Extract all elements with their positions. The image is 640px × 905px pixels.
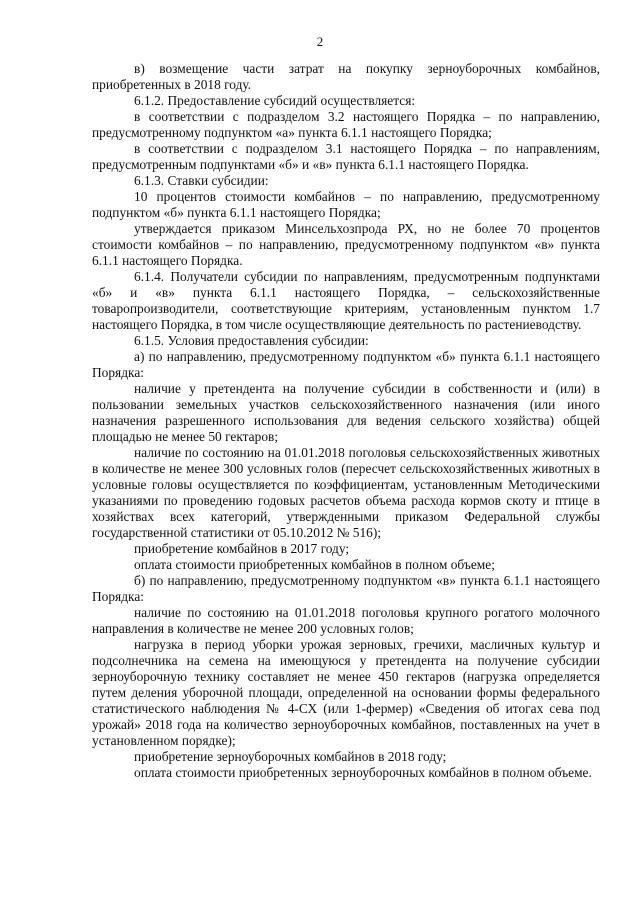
- paragraph-rate-10-percent: 10 процентов стоимости комбайнов – по направлению, предусмотренному подпунктом «б» пункта 6.1.1 настоящего Порядка;: [92, 189, 600, 220]
- paragraph-full-payment-a: оплата стоимости приобретенных комбайнов в полном объеме;: [134, 557, 495, 572]
- paragraph-purchase-2017: приобретение комбайнов в 2017 году;: [134, 541, 350, 556]
- paragraph-subsection-3-1: в соответствии с подразделом 3.1 настоящего Порядка – по направлениям, предусмотренным подпунктами «б» и «в» пункта 6.1.1 настоящего Порядка.: [92, 141, 600, 172]
- paragraph-6-1-4: 6.1.4. Получатели субсидии по направлениям, предусмотренным подпунктами «б» и «в» пункта 6.1.1 настоящего Порядка, – сельскохозяйственные товаропроизводители, соответствующие критериям, установленным пунктом 1.7 настоящего Порядка, в том числе осуществляющие деятельность по растениеводству.: [92, 269, 600, 332]
- paragraph-condition-b: б) по направлению, предусмотренному подпунктом «в» пункта 6.1.1 настоящего Порядка:: [92, 573, 600, 604]
- paragraph-land-area: наличие у претендента на получение субсидии в собственности и (или) в пользовании земельных участков сельскохозяйственного назначения (или иного назначения разрешенного использования для ведения сельского хозяйства) общей площадью не менее 50 гектаров;: [92, 381, 600, 444]
- paragraph-6-1-2: 6.1.2. Предоставление субсидий осуществляется:: [134, 93, 416, 108]
- paragraph-rate-70-percent: утверждается приказом Минсельхозпрода РХ, но не более 70 процентов стоимости комбайнов – по направлению, предусмотренному подпунктом «в» пункта 6.1.1 настоящего Порядка.: [92, 221, 600, 268]
- paragraph-purchase-2018: приобретение зерноуборочных комбайнов в 2018 году;: [134, 749, 447, 764]
- paragraph-harvest-load: нагрузка в период уборки урожая зерновых, гречихи, масличных культур и подсолнечника на семена на имеющуюся у претендента на получение субсидии зерноуборочную технику составляет не менее 450 гектаров (нагрузка определяется путем деления уборочной площади, определенной на основании формы федерального статистического наблюдения № 4-СХ (или 1-фермер) «Сведения об итогах сева под урожай» 2018 года на количество зерноуборочных комбайнов, поставленных на учет в установленном порядке);: [92, 637, 600, 748]
- paragraph-subsection-3-2: в соответствии с подразделом 3.2 настоящего Порядка – по направлению, предусмотренному подпунктом «а» пункта 6.1.1 настоящего Порядка;: [92, 109, 600, 140]
- paragraph-livestock-300: наличие по состоянию на 01.01.2018 поголовья сельскохозяйственных животных в количестве не менее 300 условных голов (пересчет сельскохозяйственных животных в условные головы осуществляется по коэффициентам, установленным Методическими указаниями по проведению годовых расчетов объема расхода кормов скоту и птице в хозяйствах всех категорий, утвержденными приказом Федеральной службы государственной статистики от 05.10.2012 № 516);: [92, 445, 600, 540]
- paragraph-condition-a: а) по направлению, предусмотренному подпунктом «б» пункта 6.1.1 настоящего Порядка:: [92, 349, 600, 380]
- page-number: 2: [316, 34, 324, 49]
- paragraph-6-1-5: 6.1.5. Условия предоставления субсидии:: [134, 333, 369, 348]
- document-body: [92, 61, 600, 781]
- paragraph-full-payment-b: оплата стоимости приобретенных зерноуборочных комбайнов в полном объеме.: [134, 765, 592, 780]
- paragraph-6-1-3: 6.1.3. Ставки субсидии:: [134, 173, 269, 188]
- paragraph-item-v: в) возмещение части затрат на покупку зерноуборочных комбайнов, приобретенных в 2018 году.: [92, 61, 600, 92]
- paragraph-cattle-200: наличие по состоянию на 01.01.2018 поголовья крупного рогатого молочного направления в количестве не менее 200 условных голов;: [92, 605, 600, 636]
